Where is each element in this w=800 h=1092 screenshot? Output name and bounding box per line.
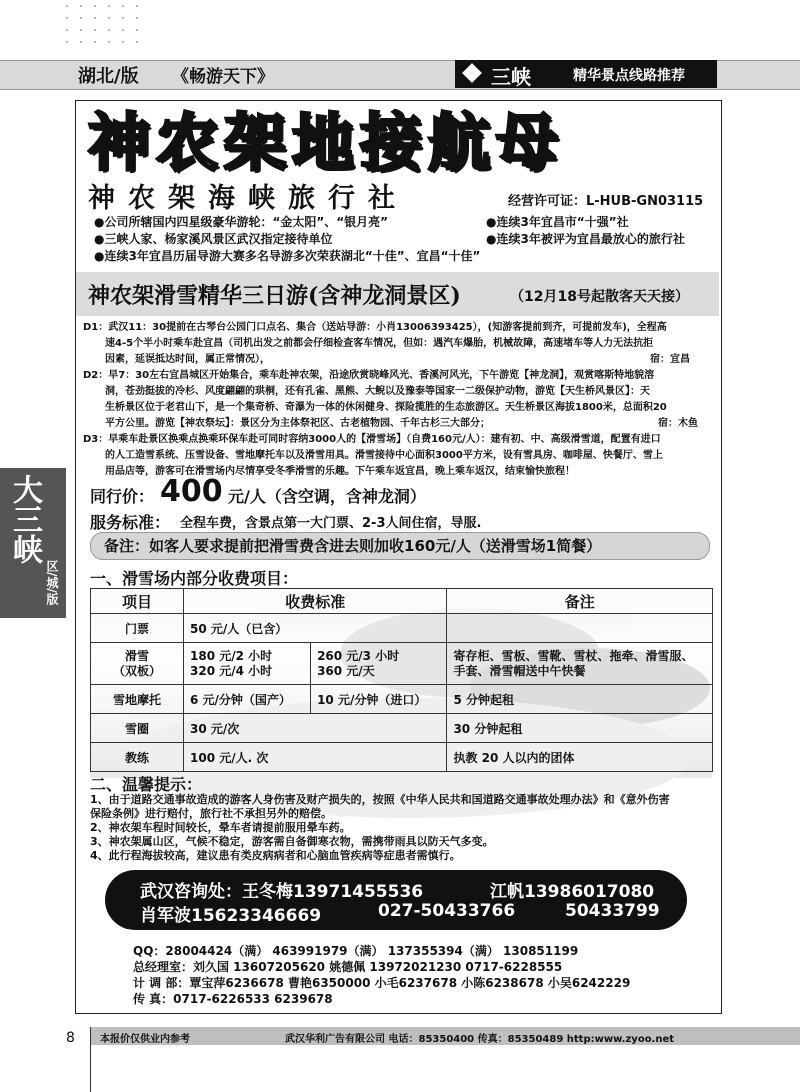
table-header-row: [91, 589, 713, 614]
day2-line2: 洞，苍劲挺拔的冷杉、风度翩翩的珙桐，还有孔雀、黑熊、大鲵以及豫泰等国家一二级保护动物，游览【天生桥风景区】：天: [105, 386, 650, 397]
service-label: 服务标准：: [90, 513, 171, 532]
day3-line1: D3：早乘车赴景区换乘点换乘环保车赴可同时容纳3000人的【滑雪场】（自费160元/人）：建有初、中、高级滑雪道，配置有进口: [83, 434, 661, 445]
footer-disclaimer: 本报价仅供业内参考: [100, 1034, 190, 1045]
price-detail: 元/人（含空调，含神龙洞）: [228, 487, 426, 506]
price-value: 400: [160, 474, 223, 509]
row-price: [184, 643, 311, 685]
tip-line: 1、由于道路交通事故造成的游客人身伤害及财产损失的，按照《中华人民共和国道路交通事故处理办法》和《意外伤害: [90, 793, 670, 806]
row-note: 30 分钟起租: [447, 714, 713, 743]
note-text: 备注：如客人要求提前把滑雪费含进去则加收160元/人（送滑雪场1简餐）: [104, 537, 602, 555]
tip-line: 2、神农架车程时间较长，晕车者请提前服用晕车药。: [90, 821, 351, 834]
row-item-line: 滑雪: [124, 648, 149, 663]
table-row: [91, 614, 713, 643]
edition-label: 湖北/版: [78, 66, 139, 87]
contact-wuhan: 武汉咨询处：王冬梅13971455536: [140, 882, 424, 902]
ad-title: 神农架地接航母: [88, 106, 565, 179]
header-item: 项目: [91, 589, 184, 614]
row-price-line: 360 元/天: [317, 663, 375, 678]
day3-line3: 用品店等，游客可在滑雪场内尽情享受冬季滑雪的乐趣。下午乘车返宜昌，晚上乘车返汉，结束愉快旅程！: [105, 466, 575, 477]
row-price: 6 元/分钟（国产）: [184, 685, 311, 714]
contact-phone-2: 50433799: [565, 901, 660, 921]
service-text: 全程车费，含景点第一大门票、2-3人间住宿，导服.: [180, 516, 482, 531]
row-price: 100 元/人. 次: [184, 743, 447, 772]
header-price: 收费标准: [184, 589, 447, 614]
footer-publisher: 武汉华利广告有限公司 电话：85350400 传真：85350489 http:www.zyoo.net: [285, 1034, 675, 1045]
tour-title: 神农架滑雪精华三日游(含神龙洞景区): [88, 283, 461, 309]
column-label: 《畅游天下》: [172, 67, 274, 87]
row-item: 门票: [91, 614, 184, 643]
region-subtitle: 精华景点线路推荐: [573, 68, 685, 84]
row-price: 10 元/分钟（进口）: [311, 685, 447, 714]
row-item: [91, 643, 184, 685]
day1-stay: 宿：宜昌: [650, 354, 690, 365]
row-price-line: 320 元/4 小时: [190, 663, 273, 678]
row-item-line: （双板）: [112, 663, 161, 678]
manager-line: 总经理室：刘久国 13607205620 姚德佩 13972021230 0717-6228555: [133, 960, 563, 974]
dept-line: 计 调 部：覃宝萍6236678 曹艳6350000 小毛6237678 小陈6238678 小吴6242229: [133, 976, 631, 990]
contact-xiao: 肖军波15623346669: [140, 906, 322, 926]
tip-line: 3、神农架属山区，气候不稳定，游客需自备御寒衣物，需携带雨具以防天气多变。: [90, 835, 494, 848]
row-note-line: 手套、滑雪帽送中午快餐: [453, 663, 586, 678]
day2-line4: 平方公里。游览【神农祭坛】：景区分为主体祭祀区、古老植物园、千年古杉三大部分；: [105, 418, 490, 429]
row-note: [447, 614, 713, 643]
decorative-dots: [60, 0, 150, 50]
bullet-5: ●连续3年宜昌历届导游大赛多名导游多次荣获湖北“十佳”、宜昌“十佳”: [94, 249, 481, 263]
agency-name: 神农架海峡旅行社: [88, 183, 408, 214]
fee-section-title: 一、滑雪场内部分收费项目：: [90, 569, 299, 588]
day2-line3: 生桥景区位于老君山下，是一个集奇桥、奇瀑为一体的休闲健身、探险揽胜的生态旅游区。天生桥景区海拔1800米，总面积20: [105, 402, 667, 413]
bullet-4: ●连续3年被评为宜昌最放心的旅行社: [486, 232, 685, 246]
bullet-2: ●连续3年宜昌市“十强”社: [486, 215, 629, 229]
day1-line1: D1：武汉11：30提前在古琴台公园门口点名、集合（送站导游：小肖13006393425），(知游客提前到齐，可提前发车)，全程高: [83, 322, 667, 333]
bullet-1: ●公司所辖国内四星级豪华游轮：“金太阳”、“银月亮”: [94, 215, 389, 229]
license-number: 经营许可证：L-HUB-GN03115: [508, 194, 704, 209]
diamond-icon: [462, 63, 482, 83]
table-row: [91, 714, 713, 743]
row-note-line: 寄存柜、雪板、雪靴、雪杖、拖牵、滑雪服、: [453, 648, 694, 663]
row-note: 5 分钟起租: [447, 685, 713, 714]
tips-section-title: 二、温馨提示：: [90, 775, 203, 794]
qq-line: QQ：28004424（满） 463991979（满） 137355394（满） 130851199: [133, 944, 579, 958]
day3-line2: 的人工造雪系统、压雪设备、雪地摩托车以及滑雪用具。滑雪接待中心面积3000平方米，设有雪具房、咖啡屋、快餐厅、雪上: [105, 450, 663, 461]
fax-line: 传 真：0717-6226533 6239678: [133, 992, 333, 1006]
row-price: 50 元/人（已含）: [184, 614, 447, 643]
side-tab-subtitle: 区/城/版: [45, 560, 59, 605]
tip-line: 保险条例》进行赔付，旅行社不承担另外的赔偿。: [90, 807, 332, 820]
row-price-line: 260 元/3 小时: [317, 648, 400, 663]
row-item: 教练: [91, 743, 184, 772]
row-price-line: 180 元/2 小时: [190, 648, 273, 663]
row-item: 雪地摩托: [91, 685, 184, 714]
day2-line1: D2：早7：30左右宜昌城区开始集合，乘车赴神农架，沿途欣赏晓峰风光、香溪河风光，下午游览【神龙洞】，观赏喀斯特地貌溶: [83, 370, 655, 381]
row-price: [311, 643, 447, 685]
row-note: [447, 643, 713, 685]
bullet-3: ●三峡人家、杨家溪风景区武汉指定接待单位: [94, 232, 333, 246]
table-row: [91, 685, 713, 714]
row-item: 雪圈: [91, 714, 184, 743]
fee-table: [90, 588, 713, 772]
side-tab: [0, 468, 66, 618]
tip-line: 4、此行程海拔较高，建议患有类皮病病者和心脑血管疾病等症患者需慎行。: [90, 849, 461, 862]
tour-subtitle: （12月18号起散客天天接）: [510, 289, 689, 305]
price-label: 同行价：: [90, 487, 155, 506]
header-note: 备注: [447, 589, 713, 614]
contact-jiangfan: 江帆13986017080: [490, 882, 655, 902]
footer-divider: [90, 1027, 91, 1092]
row-price: 30 元/次: [184, 714, 447, 743]
day2-stay: 宿：木鱼: [658, 418, 698, 429]
side-tab-title: 大三峡: [7, 474, 42, 564]
row-note: 执教 20 人以内的团体: [447, 743, 713, 772]
page-number: 8: [66, 1030, 75, 1046]
day1-line3: 因素，延误抵达时间，属正常情况），: [105, 354, 270, 365]
region-banner: [455, 60, 717, 88]
table-row: [91, 743, 713, 772]
region-title: 三峡: [491, 65, 531, 89]
contact-phone: 027-50433766: [378, 901, 516, 921]
table-row: [91, 643, 713, 685]
day1-line2: 速4-5个半小时乘车赴宜昌（司机出发之前都会仔细检查客车情况，但如：遇汽车爆胎，机械故障，高速堵车等人力无法抗拒: [105, 338, 654, 349]
